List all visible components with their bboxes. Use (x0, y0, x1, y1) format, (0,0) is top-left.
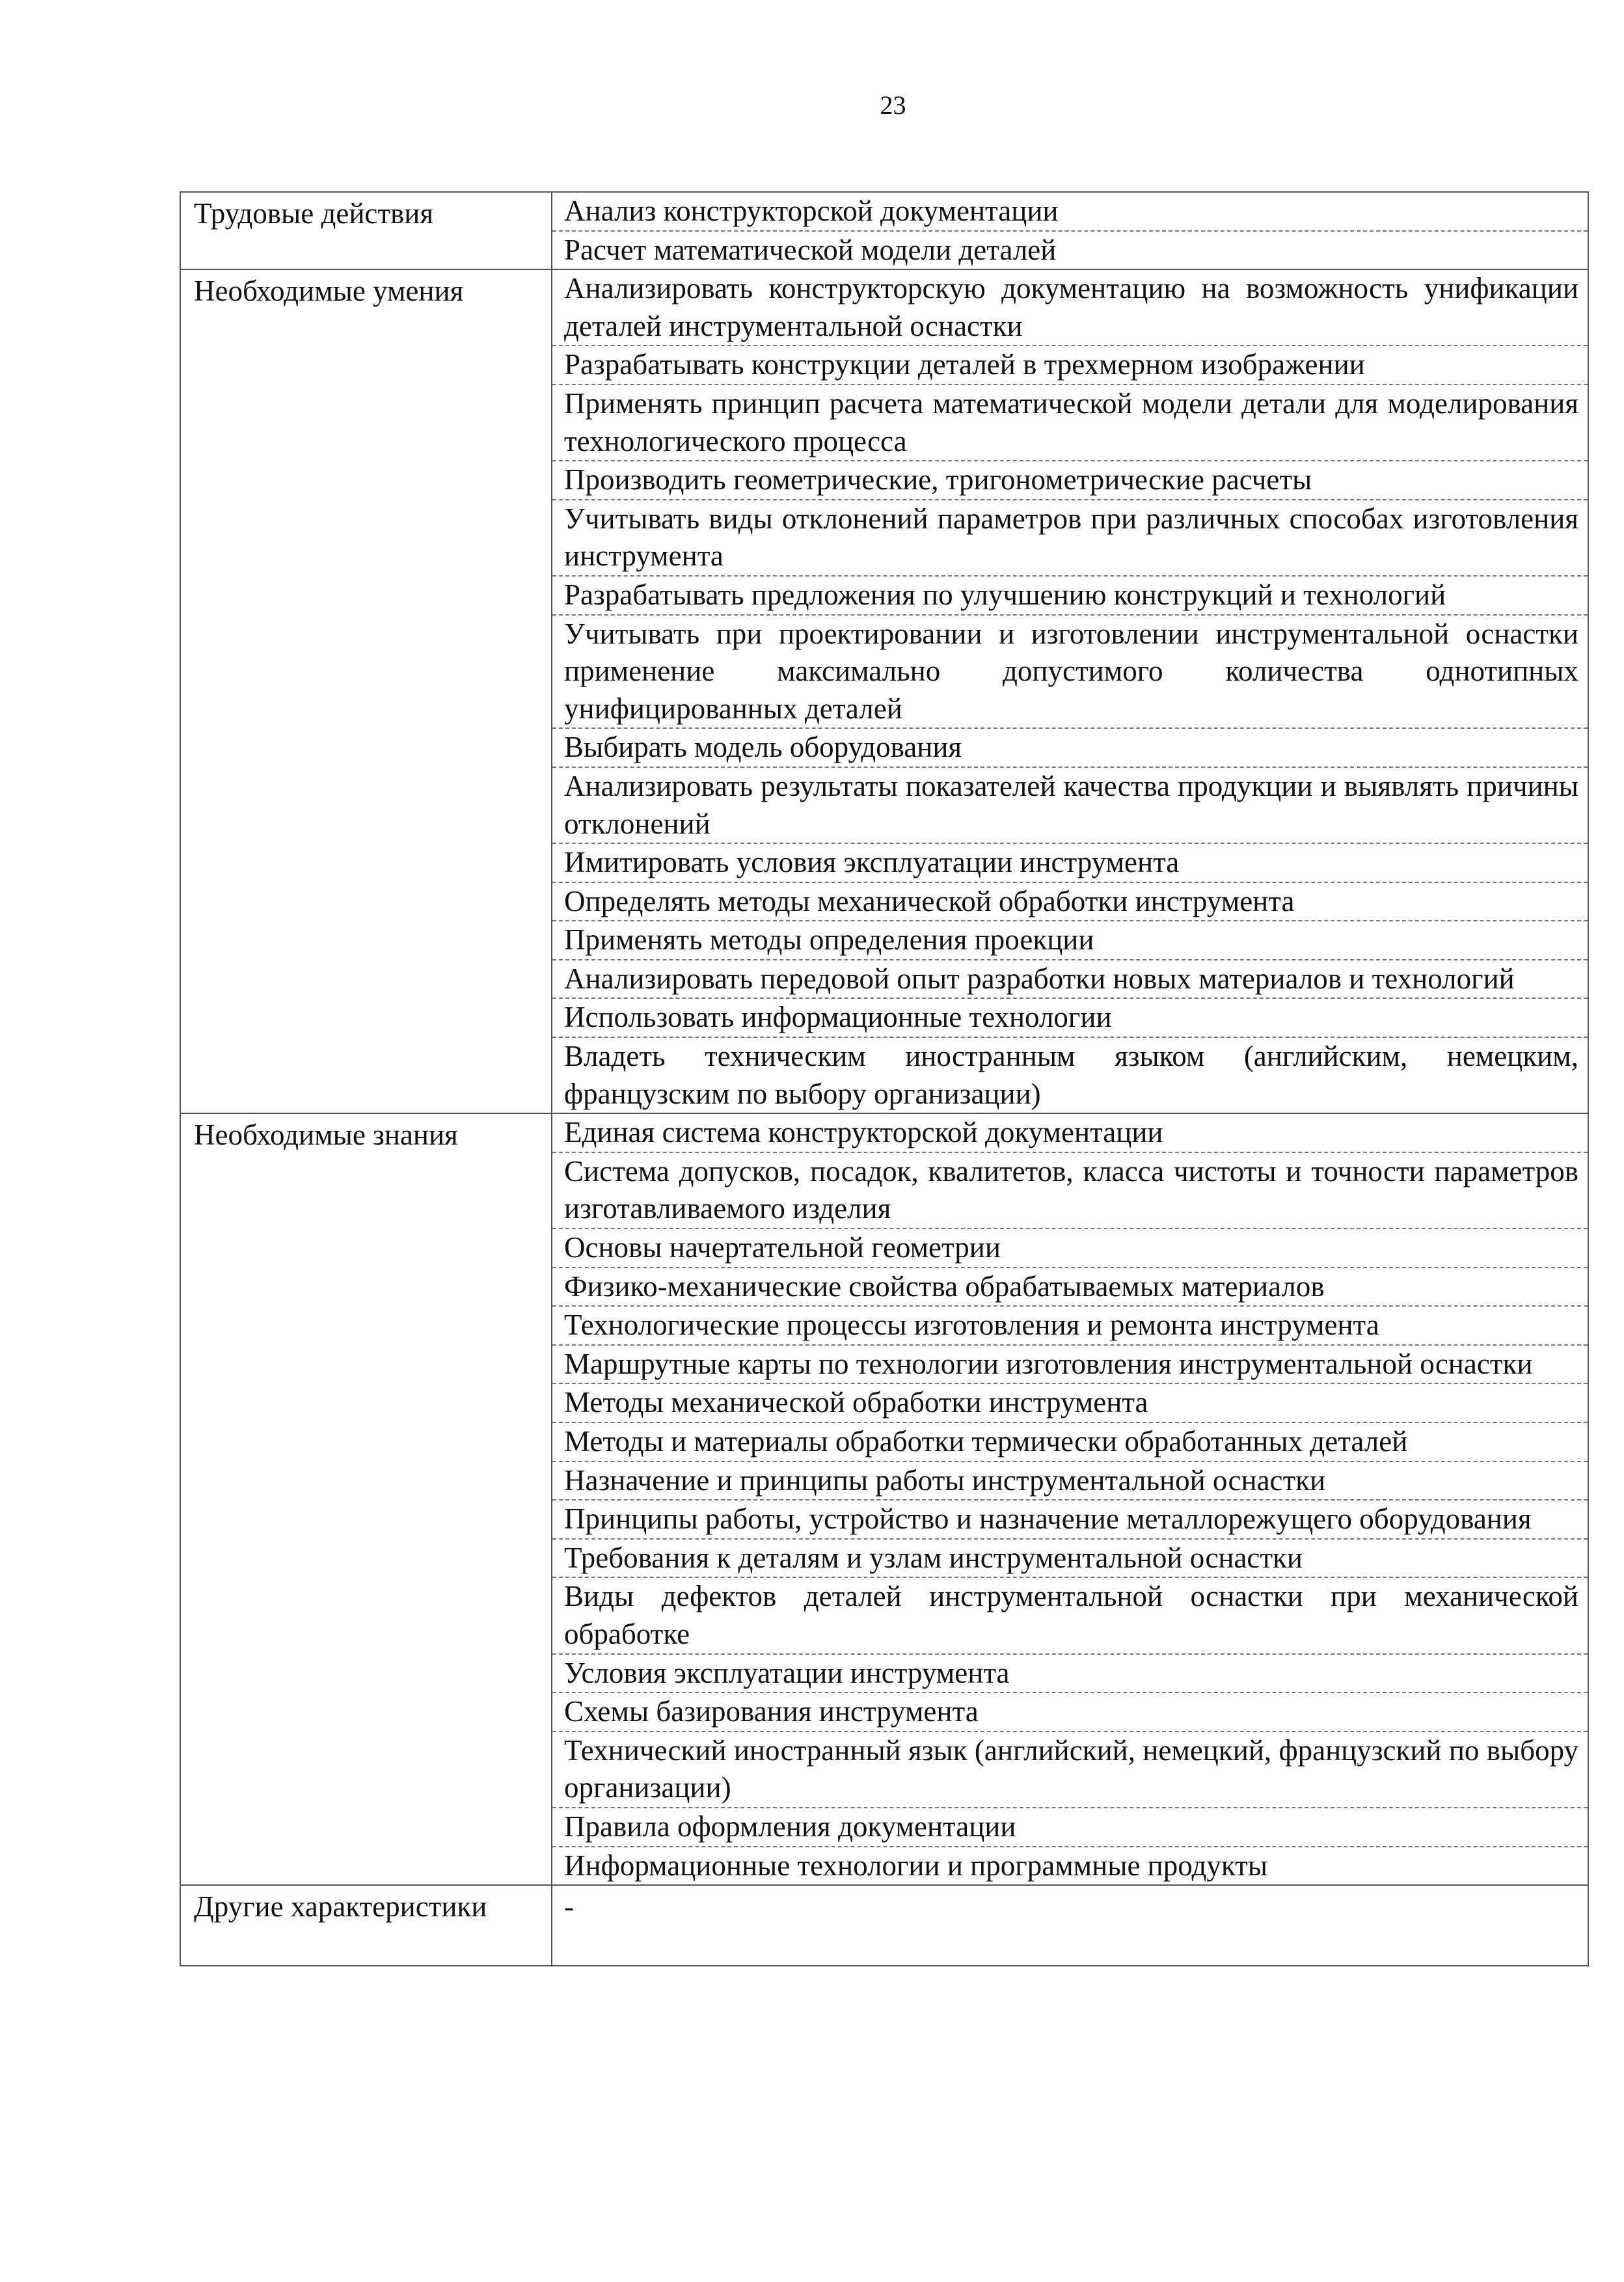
row-label-required-skills: Необходимые умения (180, 269, 552, 1113)
list-item: Выбирать модель оборудования (552, 729, 1588, 768)
list-item: Учитывать при проектировании и изготовлении инструментальной оснастки применение максимально допустимого количества однотипных унифицированных деталей (552, 616, 1588, 729)
list-item: Разрабатывать конструкции деталей в трехмерном изображении (552, 346, 1588, 385)
list-item: Технологические процессы изготовления и ремонта инструмента (552, 1307, 1588, 1346)
list-item: Информационные технологии и программные продукты (564, 1849, 1268, 1882)
list-item: Имитировать условия эксплуатации инструмента (552, 844, 1588, 883)
list-item: Разрабатывать предложения по улучшению конструкций и технологий (552, 577, 1588, 616)
list-item: Маршрутные карты по технологии изготовления инструментальной оснастки (552, 1346, 1588, 1385)
list-item: Применять методы определения проекции (552, 921, 1588, 960)
row-label-labor-actions: Трудовые действия (180, 192, 552, 269)
table-row-other-characteristics (180, 1885, 1588, 1966)
list-item: Анализировать результаты показателей качества продукции и выявлять причины отклонений (552, 768, 1588, 844)
row-items-other-characteristics (552, 1885, 1588, 1966)
list-item: Определять методы механической обработки инструмента (552, 883, 1588, 922)
list-item: Применять принцип расчета математической модели детали для моделирования технологического процесса (552, 385, 1588, 461)
list-item: Правила оформления документации (552, 1808, 1588, 1847)
list-item: Использовать информационные технологии (552, 999, 1588, 1038)
table-row-labor-actions (180, 192, 1588, 269)
row-label-required-knowledge: Необходимые знания (180, 1113, 552, 1885)
row-items-labor-actions (552, 192, 1588, 269)
list-item: Владеть техническим иностранным языком (английским, немецким, французским по выбору организации) (564, 1040, 1578, 1110)
list-item: Анализировать передовой опыт разработки новых материалов и технологий (552, 960, 1588, 999)
list-item: Учитывать виды отклонений параметров при различных способах изготовления инструмента (552, 500, 1588, 577)
list-item: Требования к деталям и узлам инструментальной оснастки (552, 1540, 1588, 1579)
table-row-required-skills (180, 269, 1588, 1113)
list-item: Расчет математической модели деталей (564, 233, 1057, 266)
table-row-required-knowledge (180, 1113, 1588, 1885)
list-item: Условия эксплуатации инструмента (552, 1655, 1588, 1694)
row-items-required-knowledge (552, 1113, 1588, 1885)
list-item: Методы механической обработки инструмента (552, 1384, 1588, 1423)
list-item: Основы начертательной геометрии (552, 1229, 1588, 1268)
list-item: Анализ конструкторской документации (552, 193, 1588, 232)
row-label-other-characteristics: Другие характеристики (180, 1885, 552, 1966)
list-item: Анализировать конструкторскую документацию на возможность унификации деталей инструментальной оснастки (552, 270, 1588, 346)
list-item: Принципы работы, устройство и назначение металлорежущего оборудования (552, 1501, 1588, 1540)
page-number: 23 (880, 90, 906, 120)
list-item: Система допусков, посадок, квалитетов, класса чистоты и точности параметров изготавливаемого изделия (552, 1153, 1588, 1229)
list-item: Физико-механические свойства обрабатываемых материалов (552, 1268, 1588, 1307)
list-item: Назначение и принципы работы инструментальной оснастки (552, 1462, 1588, 1501)
list-item: Единая система конструкторской документации (552, 1114, 1588, 1153)
list-item: Методы и материалы обработки термически обработанных деталей (552, 1423, 1588, 1462)
list-item: Схемы базирования инструмента (552, 1693, 1588, 1732)
list-item: Производить геометрические, тригонометрические расчеты (552, 461, 1588, 500)
list-item: - (564, 1890, 574, 1923)
row-items-required-skills (552, 269, 1588, 1113)
list-item: Технический иностранный язык (английский, немецкий, французский по выбору организации) (552, 1732, 1588, 1808)
list-item: Виды дефектов деталей инструментальной оснастки при механической обработке (552, 1578, 1588, 1654)
job-characteristics-table (180, 191, 1589, 1966)
